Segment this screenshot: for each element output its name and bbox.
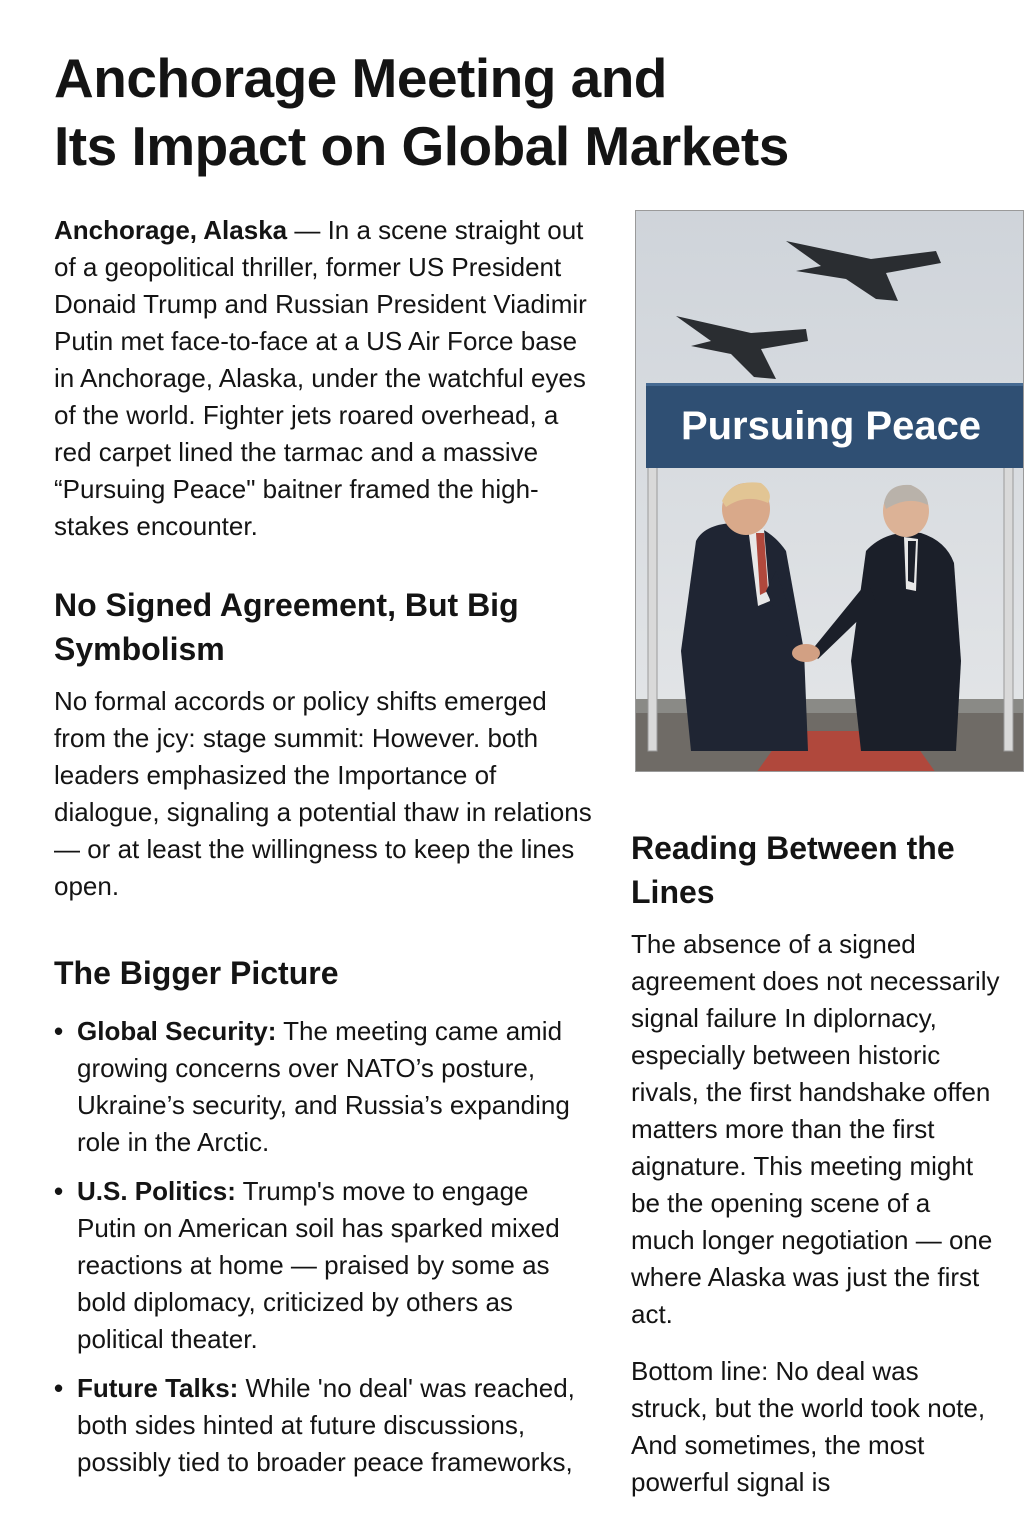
section-heading-bigger-picture: The Bigger Picture <box>54 955 339 991</box>
title-line-1: Anchorage Meeting and <box>54 47 667 109</box>
banner-text: Pursuing Peace <box>680 404 982 448</box>
bullet-text: Trump's move to engage Putin on American soil has sparked mixed reactions at home — praised by some as bold diplomacy, criticized by others as political theater. <box>77 1176 560 1354</box>
section-body-symbolism: No formal accords or policy shifts emerged from the jcy: stage summit: However. both leaders emphasized the Importance of dialogue, signaling a potential thaw in relations — or at least the willingness to keep the lines open. <box>54 686 592 901</box>
bullet-text: The meeting came amid growing concerns over NATO’s posture, Ukraine’s security, and Russia’s expanding role in the Arctic. <box>77 1016 570 1157</box>
bullet-label: U.S. Politics: <box>77 1176 236 1206</box>
bullet-list <box>54 1013 594 1481</box>
left-column <box>54 212 594 1493</box>
banner-post-left <box>648 461 657 751</box>
lead-text: — In a scene straight out of a geopolitical thriller, former US President Donaid Trump and Russian President Viadimir Putin met face-to-face at a US Air Force base in Anchorage, Alaska, under the watchful eyes of the world. Fighter jets roared overhead, a red carpet lined the tarmac and a massive “Pursuing Peace" baitner framed the high-stakes encounter. <box>54 215 587 541</box>
bullet-text: While 'no deal' was reached, both sides hinted at future discussions, possibly tied to broader peace frameworks, <box>77 1373 575 1477</box>
banner-post-right <box>1004 461 1013 751</box>
bullet-item-future-talks <box>54 1370 594 1481</box>
handshake <box>792 644 820 662</box>
right-column <box>631 826 1001 1501</box>
summit-photo <box>635 210 1024 772</box>
section-body-reading-between-lines: The absence of a signed agreement does not necessarily signal failure In diplornacy, especially between historic rivals, the first handshake offen matters more than the first aignature. This meeting might be the opening scene of a much longer negotiation — one where Alaska was just the first act. <box>631 929 1000 1329</box>
bullet-item-us-politics <box>54 1173 594 1358</box>
section-heading-reading-between-lines: Reading Between the Lines <box>631 830 955 910</box>
bullet-label: Future Talks: <box>77 1373 239 1403</box>
title-line-2: Its Impact on Global Markets <box>54 115 789 177</box>
lead-paragraph <box>54 212 594 545</box>
bottom-line-paragraph: Bottom line: No deal was struck, but the world took note, And sometimes, the most powerful signal is <box>631 1356 986 1497</box>
dateline: Anchorage, Alaska <box>54 215 288 245</box>
section-heading-symbolism: No Signed Agreement, But Big Symbolism <box>54 587 519 667</box>
bullet-item-global-security <box>54 1013 594 1161</box>
article-title <box>54 44 954 180</box>
bullet-label: Global Security: <box>77 1016 277 1046</box>
